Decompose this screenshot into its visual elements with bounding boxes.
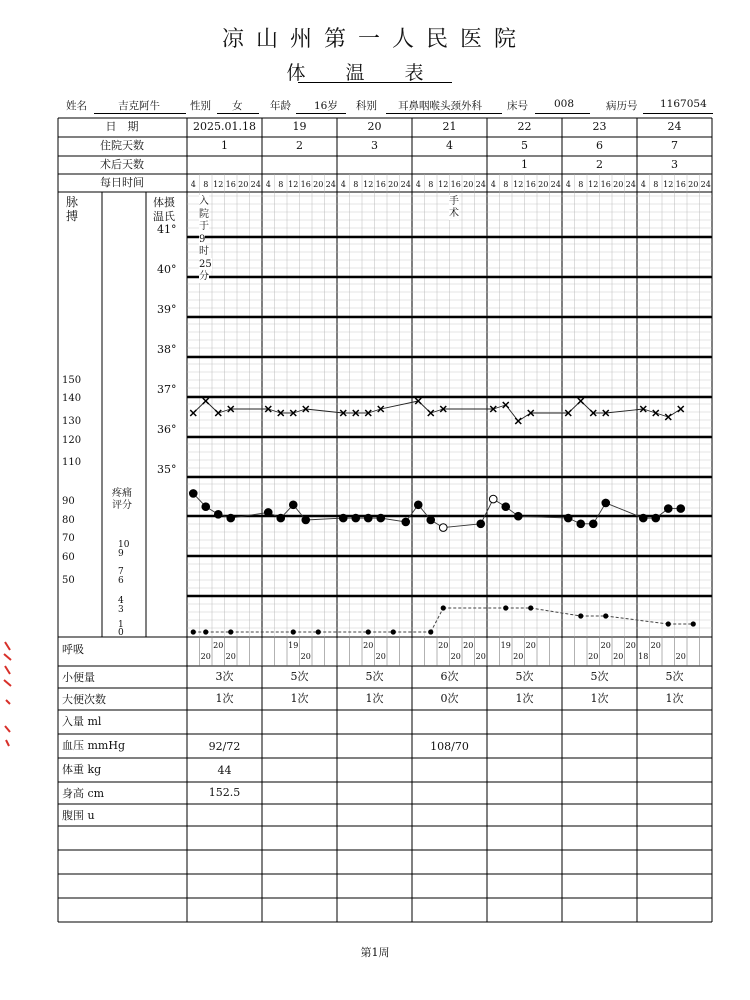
pain-point (691, 621, 696, 626)
temp-tick: 36° (157, 423, 177, 436)
stool-value: 1次 (215, 692, 234, 705)
pain-tick: 10 (118, 540, 130, 550)
pain-tick: 7 (118, 567, 124, 577)
time-slot-label: 12 (663, 180, 674, 189)
respiration-value: 20 (225, 652, 236, 661)
post-op-day-label: 术后天数 (100, 158, 144, 171)
pain-tick: 0 (118, 628, 124, 638)
pain-point (578, 613, 583, 618)
stool-value: 1次 (365, 692, 384, 705)
time-slot-label: 4 (490, 180, 496, 189)
pulse-point (264, 509, 272, 517)
bed-label: 床号 (507, 100, 528, 112)
row-label-stool: 大便次数 (62, 693, 106, 706)
time-slot-label: 4 (565, 180, 571, 189)
time-slot-label: 20 (688, 180, 699, 189)
pain-tick: 9 (118, 549, 124, 559)
time-slot-label: 24 (700, 180, 711, 189)
time-slot-label: 8 (653, 180, 659, 189)
respiration-value: 20 (625, 641, 636, 650)
form-title: 体温表 (286, 62, 464, 84)
respiration-value: 20 (613, 652, 624, 661)
urine-value: 6次 (440, 670, 459, 683)
temperature-mark (665, 414, 671, 420)
pulse-point (402, 518, 410, 526)
pulse-tick: 110 (62, 457, 82, 468)
time-slot-label: 4 (340, 180, 346, 189)
bp-value: 108/70 (430, 740, 469, 753)
time-slot-label: 12 (213, 180, 224, 189)
respiration-value: 20 (213, 641, 224, 650)
age-label: 年龄 (270, 100, 291, 112)
pulse-point (277, 514, 285, 522)
hospital-day-value: 4 (446, 139, 453, 152)
time-slot-label: 4 (415, 180, 421, 189)
day-date: 19 (292, 120, 307, 133)
day-date: 22 (517, 120, 532, 133)
time-slot-label: 16 (675, 180, 686, 189)
pulse-tick: 130 (62, 416, 82, 427)
hospital-day-value: 2 (296, 139, 303, 152)
time-slot-label: 8 (503, 180, 509, 189)
time-slot-label: 16 (525, 180, 536, 189)
admission-annotation: 于 (199, 221, 209, 232)
pulse-point (439, 524, 447, 532)
pulse-point (189, 490, 197, 498)
row-label-respiration: 呼吸 (62, 643, 84, 656)
row-label-weight: 体重 kg (62, 763, 102, 776)
hospital-day-label: 住院天数 (100, 139, 144, 152)
pain-point (316, 629, 321, 634)
respiration-value: 20 (438, 641, 449, 650)
temperature-mark (503, 402, 509, 408)
stool-value: 1次 (665, 692, 684, 705)
respiration-value: 20 (475, 652, 486, 661)
time-slot-label: 8 (203, 180, 209, 189)
temp-tick: 40° (157, 263, 177, 276)
urine-value: 3次 (215, 670, 234, 683)
time-slot-label: 12 (438, 180, 449, 189)
red-stamp-mark (2, 640, 12, 750)
pulse-point (677, 505, 685, 513)
pain-tick: 6 (118, 576, 124, 586)
urine-value: 5次 (515, 670, 534, 683)
pulse-tick: 140 (62, 393, 82, 404)
patient-dept: 耳鼻咽喉头颈外科 (398, 100, 482, 112)
patient-age: 16岁 (314, 100, 338, 112)
row-label-abdomen: 腹围 u (62, 809, 95, 822)
pulse-point (514, 512, 522, 520)
pulse-point (202, 503, 210, 511)
hospital-day-value: 7 (671, 139, 678, 152)
post-op-day-value: 3 (671, 158, 678, 171)
time-slot-label: 4 (265, 180, 271, 189)
pulse-tick: 70 (62, 533, 75, 544)
row-label-urine: 小便量 (62, 671, 95, 684)
stool-value: 1次 (590, 692, 609, 705)
pulse-point (352, 514, 360, 522)
pulse-point (477, 520, 485, 528)
pain-point (391, 629, 396, 634)
respiration-value: 20 (450, 652, 461, 661)
time-slot-label: 24 (325, 180, 336, 189)
temperature-mark (515, 418, 521, 424)
pain-point (191, 629, 196, 634)
pulse-axis-title: 搏 (66, 209, 79, 223)
respiration-value: 20 (588, 652, 599, 661)
pain-axis-title: 评分 (112, 500, 132, 511)
pulse-tick: 150 (62, 375, 82, 386)
day-date: 23 (592, 120, 607, 133)
time-slot-label: 20 (313, 180, 324, 189)
pulse-point (377, 514, 385, 522)
pulse-point (652, 514, 660, 522)
time-slot-label: 8 (278, 180, 284, 189)
time-slot-label: 12 (288, 180, 299, 189)
stool-value: 0次 (440, 692, 459, 705)
pain-point (228, 629, 233, 634)
temp-tick: 38° (157, 343, 177, 356)
pain-point (441, 605, 446, 610)
pulse-point (602, 499, 610, 507)
time-slot-label: 8 (578, 180, 584, 189)
pain-point (603, 613, 608, 618)
time-slot-label: 20 (538, 180, 549, 189)
surgery-annotation: 术 (449, 208, 459, 219)
respiration-value: 20 (375, 652, 386, 661)
pain-point (528, 605, 533, 610)
pulse-tick: 50 (62, 575, 75, 586)
patient-name: 吉克阿牛 (118, 100, 160, 112)
temp-tick: 37° (157, 383, 177, 396)
respiration-value: 20 (300, 652, 311, 661)
hospital-day-value: 5 (521, 139, 528, 152)
time-slot-label: 24 (625, 180, 636, 189)
temperature-mark (653, 410, 659, 416)
time-slot-label: 8 (428, 180, 434, 189)
pulse-point (427, 516, 435, 524)
admission-annotation: 分 (199, 271, 209, 282)
temperature-mark (428, 410, 434, 416)
time-slot-label: 24 (475, 180, 486, 189)
pulse-point (214, 511, 222, 519)
page-footer: 第1周 (360, 946, 390, 959)
patient-record: 1167054 (660, 98, 707, 110)
urine-value: 5次 (365, 670, 384, 683)
pain-point (203, 629, 208, 634)
urine-value: 5次 (590, 670, 609, 683)
urine-value: 5次 (665, 670, 684, 683)
time-slot-label: 24 (550, 180, 561, 189)
pain-axis-title: 疼痛 (112, 488, 132, 499)
pulse-point (502, 503, 510, 511)
pulse-point (414, 501, 422, 509)
time-slot-label: 16 (375, 180, 386, 189)
temp-tick: 35° (157, 463, 177, 476)
weight-value: 44 (217, 764, 232, 777)
sex-label: 性别 (190, 100, 211, 112)
admission-annotation: 院 (199, 208, 209, 220)
pulse-point (302, 516, 310, 524)
day-date: 24 (667, 120, 682, 133)
pain-tick: 1 (118, 620, 124, 630)
patient-bed: 008 (554, 98, 575, 110)
pulse-point (339, 514, 347, 522)
temp-tick: 39° (157, 303, 177, 316)
pulse-tick: 90 (62, 496, 75, 507)
record-label: 病历号 (606, 100, 638, 112)
time-slot-label: 20 (388, 180, 399, 189)
pulse-tick: 60 (62, 552, 75, 563)
admission-annotation: 时 (199, 246, 209, 257)
pulse-axis-title: 脉 (66, 195, 79, 209)
temp-axis-title: 温氏 (153, 210, 175, 223)
respiration-value: 20 (363, 641, 374, 650)
patient-sex: 女 (232, 100, 243, 112)
time-slot-label: 16 (225, 180, 236, 189)
time-slot-label: 16 (600, 180, 611, 189)
day-date: 2025.01.18 (193, 120, 256, 133)
pulse-point (227, 514, 235, 522)
pain-point (666, 621, 671, 626)
admission-annotation: 9 (199, 233, 206, 245)
hospital-name: 凉山州第一人民医院 (221, 27, 528, 52)
hospital-day-value: 1 (221, 139, 228, 152)
pulse-point (664, 505, 672, 513)
time-slot-label: 12 (513, 180, 524, 189)
temperature-mark (203, 398, 209, 404)
pulse-point (564, 514, 572, 522)
respiration-value: 19 (288, 641, 299, 650)
pulse-tick: 80 (62, 515, 75, 526)
row-label-intake: 入量 ml (62, 715, 102, 728)
time-slot-label: 20 (238, 180, 249, 189)
urine-value: 5次 (290, 670, 309, 683)
respiration-value: 20 (525, 641, 536, 650)
bp-value: 92/72 (208, 740, 241, 753)
pulse-tick: 120 (62, 435, 82, 446)
time-slot-label: 8 (353, 180, 359, 189)
pulse-point (489, 495, 497, 503)
post-op-day-value: 1 (521, 158, 528, 171)
time-slot-label: 4 (640, 180, 646, 189)
day-date: 21 (442, 120, 457, 133)
admission-annotation: 入 (199, 196, 209, 207)
pain-tick: 4 (118, 596, 124, 606)
temperature-mark (678, 406, 684, 412)
pulse-point (577, 520, 585, 528)
pain-point (428, 629, 433, 634)
respiration-value: 19 (500, 641, 511, 650)
pain-point (366, 629, 371, 634)
daily-time-label: 每日时间 (100, 176, 144, 189)
respiration-value: 18 (638, 652, 649, 661)
dept-label: 科别 (356, 100, 377, 112)
row-label-bp: 血压 mmHg (62, 739, 125, 752)
pain-point (291, 629, 296, 634)
date-row-label: 日 期 (105, 120, 139, 133)
hospital-day-value: 3 (371, 139, 378, 152)
row-label-height: 身高 cm (62, 787, 105, 800)
day-date: 20 (367, 120, 382, 133)
respiration-value: 20 (600, 641, 611, 650)
pain-tick: 3 (118, 605, 124, 615)
respiration-value: 20 (463, 641, 474, 650)
pain-point (503, 605, 508, 610)
post-op-day-value: 2 (596, 158, 603, 171)
time-slot-label: 4 (190, 180, 196, 189)
stool-value: 1次 (290, 692, 309, 705)
temperature-mark (578, 398, 584, 404)
respiration-value: 20 (513, 652, 524, 661)
stool-value: 1次 (515, 692, 534, 705)
temperature-mark (215, 410, 221, 416)
pulse-point (364, 514, 372, 522)
time-slot-label: 20 (613, 180, 624, 189)
time-slot-label: 16 (450, 180, 461, 189)
hospital-day-value: 6 (596, 139, 603, 152)
respiration-value: 20 (200, 652, 211, 661)
pulse-point (589, 520, 597, 528)
name-label: 姓名 (66, 100, 87, 112)
time-slot-label: 12 (363, 180, 374, 189)
surgery-annotation: 手 (449, 196, 459, 207)
time-slot-label: 20 (463, 180, 474, 189)
time-slot-label: 12 (588, 180, 599, 189)
pulse-point (289, 501, 297, 509)
height-value: 152.5 (208, 786, 241, 799)
temperature-mark (190, 410, 196, 416)
pulse-point (639, 514, 647, 522)
time-slot-label: 16 (300, 180, 311, 189)
respiration-value: 20 (675, 652, 686, 661)
admission-annotation: 25 (199, 258, 212, 270)
time-slot-label: 24 (250, 180, 261, 189)
time-slot-label: 24 (400, 180, 411, 189)
temp-axis-title: 体摄 (153, 196, 175, 209)
respiration-value: 20 (650, 641, 661, 650)
temp-tick: 41° (157, 223, 177, 236)
